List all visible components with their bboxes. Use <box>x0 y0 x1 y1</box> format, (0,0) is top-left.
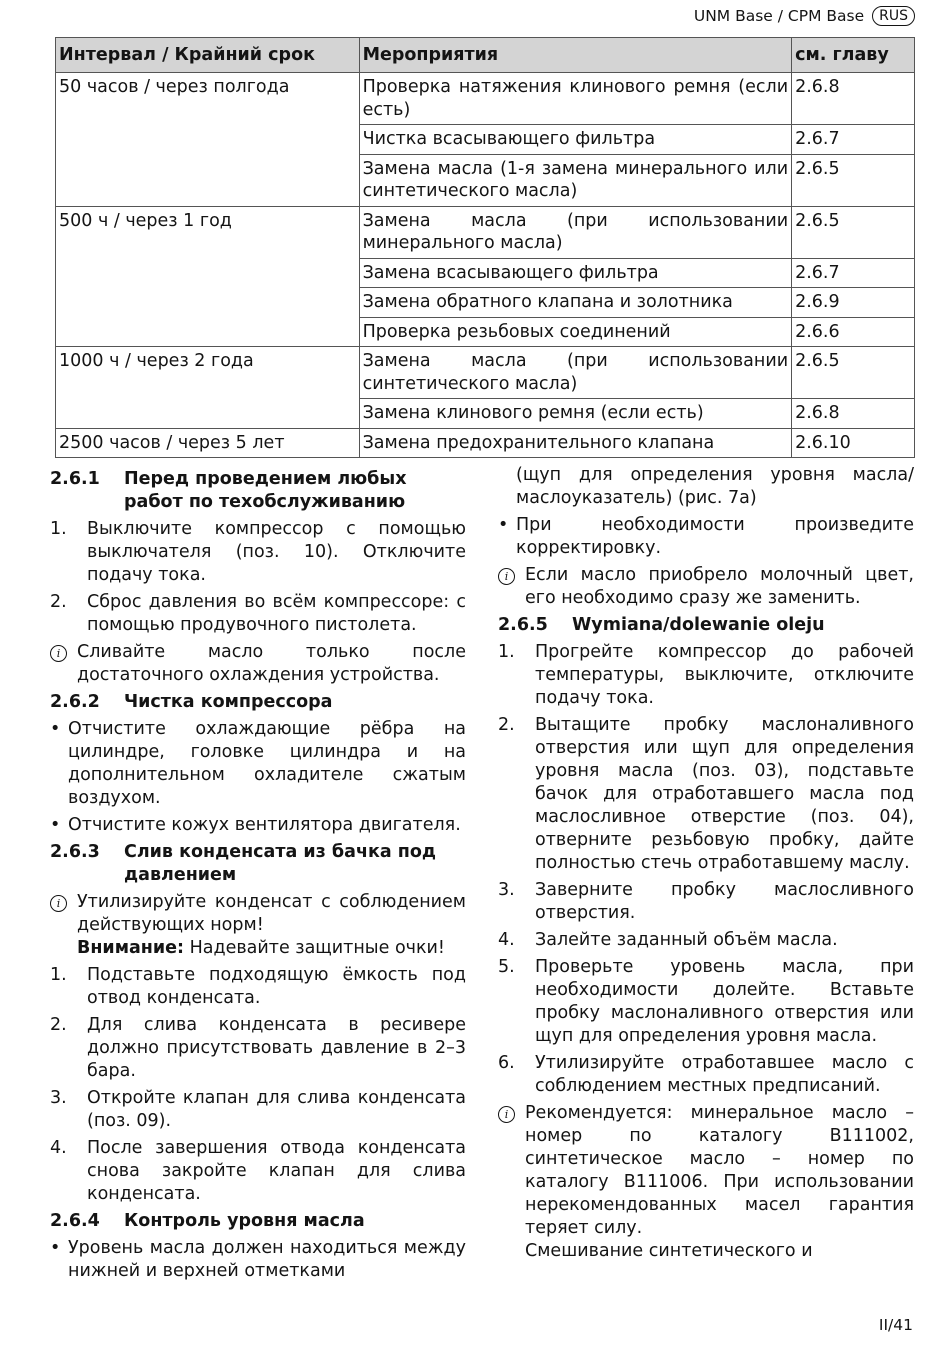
info-note: i Если масло приобрело молочный цвет, его необходимо сразу же заменить. <box>498 564 914 610</box>
list-item: 1. Подставьте подходящую ёмкость под отвод конденсата. <box>50 965 466 1008</box>
page-number: II/41 <box>878 1316 913 1334</box>
list-item: 1. Выключите компрессор с помощью выключателя (поз. 10). Отключите подачу тока. <box>50 519 466 585</box>
info-note: i Сливайте масло только после достаточного охлаждения устройства. <box>50 641 466 687</box>
action-cell: Замена масла (при использовании синтетического масла) <box>359 347 792 399</box>
table-row <box>56 206 915 258</box>
section-heading-2-6-4: 2.6.4 Контроль уровня масла <box>50 1211 365 1231</box>
list-item: 5. Проверьте уровень масла, при необходимости долейте. Вставьте пробку маслоналивного отверстия или щуп для определения уровня масла. <box>498 957 914 1046</box>
info-note: i Рекомендуется: минеральное масло – номер по каталогу B111002, синтетическое масло – номер по каталогу B111006. При использовании нерекомендованных масел гарантия теряет силу. Смешивание синтетического и <box>498 1102 914 1263</box>
action-cell: Замена масла (при использовании минерального масла) <box>359 206 792 258</box>
bullet-item: • Уровень масла должен находиться между нижней и верхней отметками <box>50 1238 466 1281</box>
table-header-row <box>56 38 915 73</box>
chapter-cell: 2.6.6 <box>792 317 915 347</box>
language-badge: RUS <box>872 6 915 26</box>
column-header: Интервал / Крайний срок <box>56 38 360 73</box>
list-item: 6. Утилизируйте отработавшее масло с соблюдением местных предписаний. <box>498 1053 914 1096</box>
chapter-cell: 2.6.8 <box>792 73 915 125</box>
bullet-icon: • <box>50 719 61 739</box>
interval-cell: 500 ч / через 1 год <box>56 206 360 347</box>
header-title: UNM Base / CPM Base <box>693 7 865 25</box>
action-cell: Замена клинового ремня (если есть) <box>359 399 792 429</box>
table-row <box>56 347 915 399</box>
action-cell: Замена обратного клапана и золотника <box>359 288 792 318</box>
bullet-item: • При необходимости произведите корректировку. <box>498 515 914 558</box>
bullet-icon: • <box>50 815 61 835</box>
section-heading-2-6-2: 2.6.2 Чистка компрессора <box>50 692 333 712</box>
list-item: 4. После завершения отвода конденсата снова закройте клапан для слива конденсата. <box>50 1138 466 1204</box>
list-item: 2. Вытащите пробку маслоналивного отверстия или щуп для определения уровня масла (поз. 03), подставьте бачок для отработавшего масла под маслосливное отверстие (поз. 04), отверните резьбовую пробку, дайте полностью стечь отработавшему маслу. <box>498 715 914 873</box>
warning-label: Внимание: <box>77 938 185 958</box>
section-heading-2-6-1: 2.6.1 Перед проведением любых работ по техобслуживанию <box>50 469 407 512</box>
chapter-cell: 2.6.7 <box>792 258 915 288</box>
action-cell: Замена всасывающего фильтра <box>359 258 792 288</box>
maintenance-table <box>55 37 915 458</box>
list-item: 2. Для слива конденсата в ресивере должно присутствовать давление в 2–3 бара. <box>50 1015 466 1081</box>
bullet-icon: • <box>50 1238 61 1258</box>
chapter-cell: 2.6.8 <box>792 399 915 429</box>
info-icon: i <box>498 568 515 585</box>
action-cell: Проверка натяжения клинового ремня (если есть) <box>359 73 792 125</box>
list-item: 1. Прогрейте компрессор до рабочей температуры, выключите, отключите подачу тока. <box>498 642 914 708</box>
interval-cell: 50 часов / через полгода <box>56 73 360 207</box>
chapter-cell: 2.6.5 <box>792 347 915 399</box>
bullet-icon: • <box>498 515 509 535</box>
info-icon: i <box>498 1106 515 1123</box>
left-column <box>50 464 466 1287</box>
list-item: 3. Заверните пробку маслосливного отверстия. <box>498 880 914 923</box>
action-cell: Чистка всасывающего фильтра <box>359 125 792 155</box>
info-icon: i <box>50 645 67 662</box>
bullet-item: • Отчистите кожух вентилятора двигателя. <box>50 815 461 835</box>
action-cell: Проверка резьбовых соединений <box>359 317 792 347</box>
info-icon: i <box>50 895 67 912</box>
chapter-cell: 2.6.5 <box>792 154 915 206</box>
column-header: Мероприятия <box>359 38 792 73</box>
table-row <box>56 428 915 458</box>
chapter-cell: 2.6.10 <box>792 428 915 458</box>
interval-cell: 2500 часов / через 5 лет <box>56 428 360 458</box>
interval-cell: 1000 ч / через 2 года <box>56 347 360 429</box>
action-cell: Замена предохранительного клапана <box>359 428 792 458</box>
info-note: i Утилизируйте конденсат с соблюдением действующих норм! Внимание: Надевайте защитные очки! <box>50 891 466 960</box>
column-header: см. главу <box>792 38 915 73</box>
section-heading-2-6-3: 2.6.3 Слив конденсата из бачка под давлением <box>50 842 436 885</box>
right-column <box>498 464 914 1267</box>
list-item: 3. Откройте клапан для слива конденсата (поз. 09). <box>50 1088 466 1131</box>
bullet-continuation: (щуп для определения уровня масла/ маслоуказатель) (рис. 7a) <box>516 465 914 508</box>
list-item: 4. Залейте заданный объём масла. <box>498 930 838 950</box>
chapter-cell: 2.6.7 <box>792 125 915 155</box>
section-heading-2-6-5: 2.6.5 Wymiana/dolewanie oleju <box>498 615 825 635</box>
chapter-cell: 2.6.5 <box>792 206 915 258</box>
chapter-cell: 2.6.9 <box>792 288 915 318</box>
list-item: 2. Сброс давления во всём компрессоре: с помощью продувочного пистолета. <box>50 592 466 635</box>
action-cell: Замена масла (1-я замена минерального или синтетического масла) <box>359 154 792 206</box>
bullet-item: • Отчистите охлаждающие рёбра на цилиндре, головке цилиндра и на дополнительном охладителе сжатым воздухом. <box>50 719 466 808</box>
page-header <box>694 6 915 26</box>
table-row <box>56 73 915 125</box>
